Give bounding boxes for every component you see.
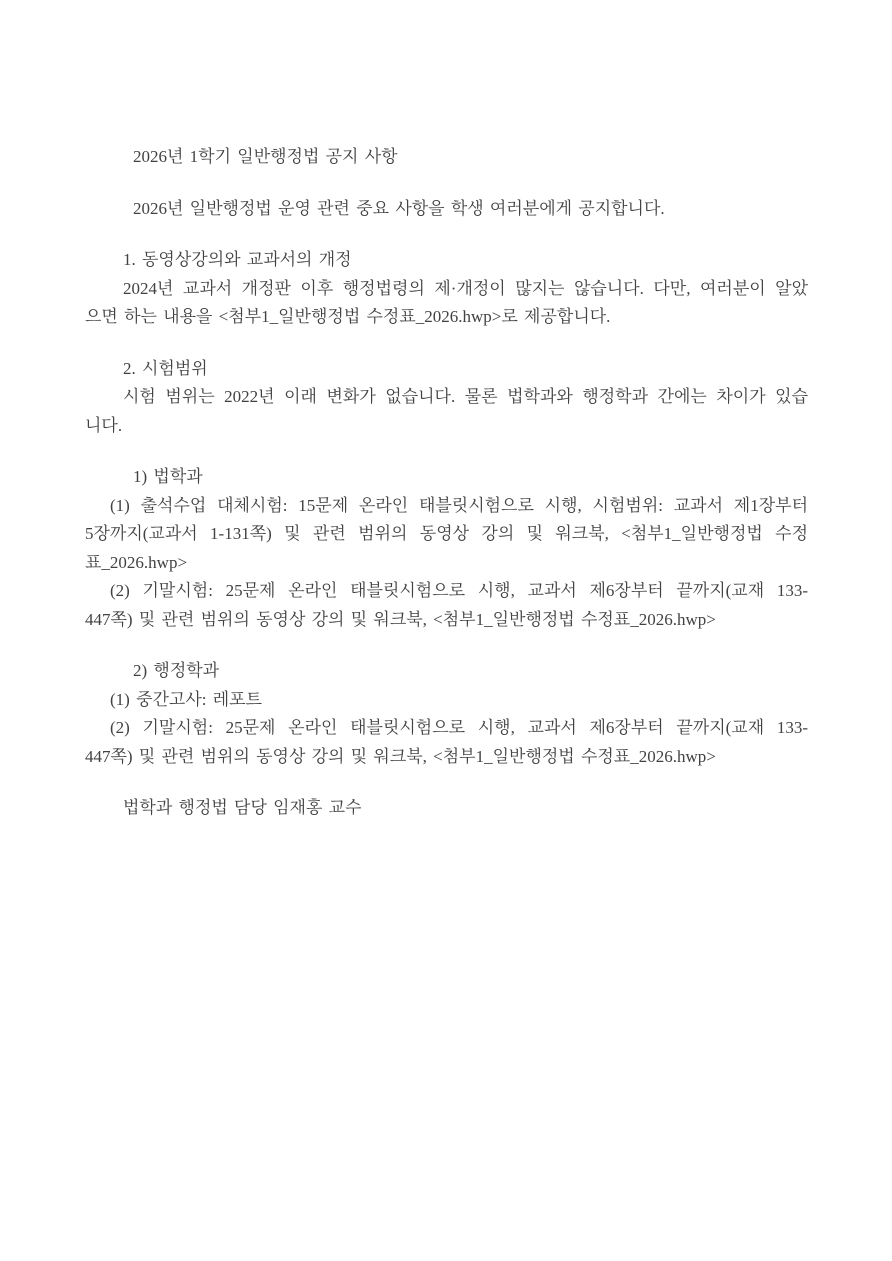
text-line: (2) 기말시험: 25문제 온라인 태블릿시험으로 시행, 교과서 제6장부터 끝까지(교재 133- [110,718,808,737]
text-line: 447쪽) 및 관련 범위의 동영상 강의 및 워크북, <첨부1_일반행정법 수정표_2026.hwp> [85,746,716,766]
text-line: (1) 중간고사: 레포트 [110,689,262,709]
blank-line [85,172,808,195]
text-line: (1) 출석수업 대체시험: 15문제 온라인 태블릿시험으로 시행, 시험범위: 교과서 제1장부터 [110,495,808,515]
blank-line [85,634,808,657]
text-line: 1. 동영상강의와 교과서의 개정 [123,250,352,269]
text-line: 으면 하는 내용을 <첨부1_일반행정법 수정표_2026.hwp>로 제공합니다. [85,307,611,326]
text-line: (2) 기말시험: 25문제 온라인 태블릿시험으로 시행, 교과서 제6장부터 끝까지(교재 133- [110,581,808,600]
text-line: 니다. [85,415,123,435]
text-line: 2026년 일반행정법 운영 관련 중요 사항을 학생 여러분에게 공지합니다. [133,198,665,218]
blank-line [85,771,808,794]
blank-line [85,332,808,355]
blank-line [85,440,808,463]
text-line: 법학과 행정법 담당 임재홍 교수 [123,798,362,817]
text-line: 표_2026.hwp> [85,552,188,572]
text-line: 5장까지(교과서 1-131쪽) 및 관련 범위의 동영상 강의 및 워크북, <첨부1_일반행정법 수정 [85,524,808,543]
text-line: 2026년 1학기 일반행정법 공지 사항 [133,147,398,166]
text-line: 2) 행정학과 [133,661,220,680]
text-line: 시험 범위는 2022년 이래 변화가 없습니다. 물론 법학과와 행정학과 간에는 차이가 있습 [123,387,808,406]
text-line: 447쪽) 및 관련 범위의 동영상 강의 및 워크북, <첨부1_일반행정법 수정표_2026.hwp> [85,609,716,629]
text-line: 2. 시험범위 [123,358,208,378]
blank-line [85,223,808,246]
document-body [85,143,808,823]
text-line: 2024년 교과서 개정판 이후 행정법령의 제·개정이 많지는 않습니다. 다만, 여러분이 알았 [123,278,808,298]
text-line: 1) 법학과 [133,467,203,486]
